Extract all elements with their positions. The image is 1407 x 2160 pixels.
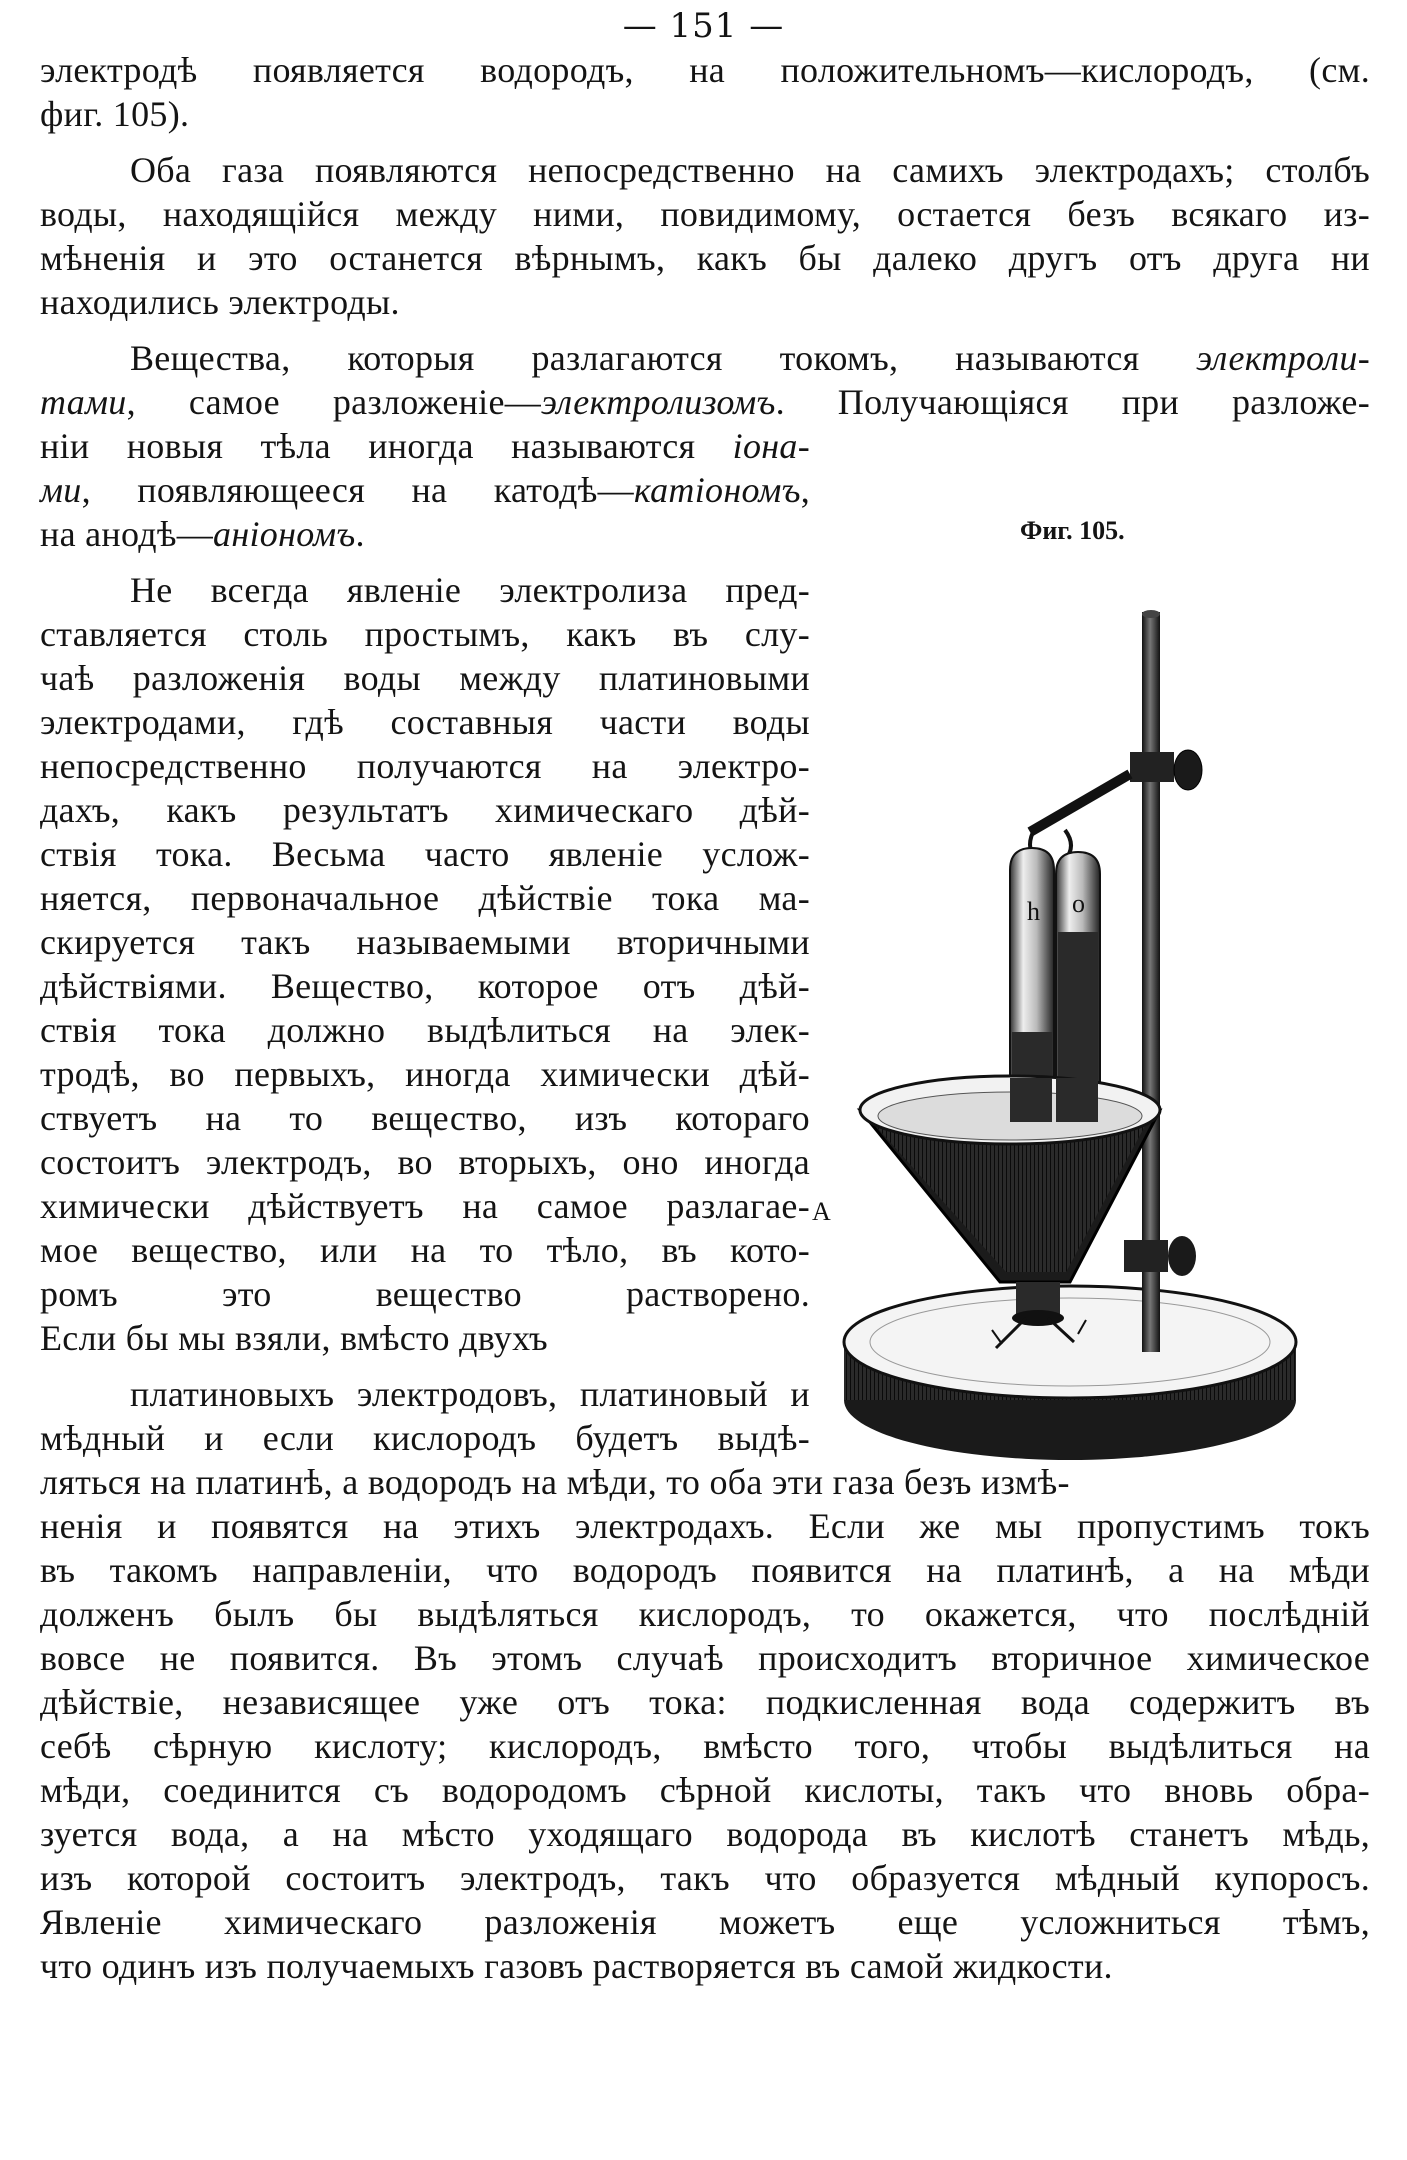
text-run: нiи новыя тѣла иногда называются <box>40 426 733 466</box>
text-line: состоитъ электродъ, во вторыхъ, оно иногда <box>40 1142 810 1182</box>
term-italic: тами <box>40 382 127 422</box>
text-line: что одинъ изъ получаемыхъ газовъ растворяется въ самой жидкости. <box>40 1946 1113 1986</box>
funnel-vessel <box>860 1076 1160 1282</box>
text-line: вовсе не появится. Въ этомъ случаѣ происходитъ вторичное химическое <box>40 1638 1370 1678</box>
text-line: Явленiе химическаго разложенiя можетъ еще усложниться тѣмъ, <box>40 1902 1370 1942</box>
text-line: скируется такъ называемыми вторичными <box>40 922 810 962</box>
term-italic: электролизомъ <box>541 382 776 422</box>
text-line: непосредственно получаются на электро- <box>40 746 810 786</box>
tube-label-o: o <box>1072 889 1085 918</box>
text-line: ствiя тока должно выдѣлиться на элек- <box>40 1010 810 1050</box>
text-run: , <box>800 470 810 510</box>
text-line: ромъ это вещество растворено. <box>40 1274 810 1314</box>
text-line: химически дѣйствуетъ на самое разлагае- <box>40 1186 810 1226</box>
text-line: тродѣ, во первыхъ, иногда химически дѣй- <box>40 1054 810 1094</box>
text-line: изъ которой состоитъ электродъ, такъ что образуется мѣдный купоросъ. <box>40 1858 1370 1898</box>
wooden-base <box>844 1286 1296 1460</box>
text-line: себѣ сѣрную кислоту; кислородъ, вмѣсто того, чтобы выдѣлиться на <box>40 1726 1370 1766</box>
text-line: ляться на платинѣ, а водородъ на мѣди, то оба эти газа безъ измѣ- <box>40 1462 1070 1502</box>
text-line <box>40 380 1370 424</box>
term-italic: катiономъ <box>633 470 801 510</box>
page-number: — 151 — <box>622 6 785 46</box>
text-line: мѣненiя и это останется вѣрнымъ, какъ бы далеко другъ отъ друга ни <box>40 238 1370 278</box>
text-line: воды, находящiйся между ними, повидимому, остается безъ всякаго из- <box>40 194 1370 234</box>
text-line: няется, первоначальное дѣйствiе тока ма- <box>40 878 810 918</box>
text-run: . Получающiяся при разложе- <box>775 382 1370 422</box>
gas-tube-hydrogen <box>1010 848 1054 1108</box>
text-line: фиг. 105). <box>40 94 190 134</box>
text-line: зуется вода, а на мѣсто уходящаго водорода въ кислотѣ станетъ мѣдь, <box>40 1814 1370 1854</box>
term-italic: электроли- <box>1196 338 1370 378</box>
text-line: долженъ былъ бы выдѣляться кислородъ, то окажется, что послѣднiй <box>40 1594 1370 1634</box>
text-line: ствiя тока. Весьма часто явленiе услож- <box>40 834 810 874</box>
text-line: дахъ, какъ результатъ химическаго дѣй- <box>40 790 810 830</box>
text-run: , самое разложенiе— <box>126 382 542 422</box>
figure-caption: Фиг. 105. <box>1020 516 1125 545</box>
text-line: мое вещество, или на то тѣло, въ кото- <box>40 1230 810 1270</box>
text-line: электродами, гдѣ составныя части воды <box>40 702 810 742</box>
text-run: , появляющееся на катодѣ— <box>81 470 634 510</box>
text-run: на анодѣ— <box>40 514 214 554</box>
text-line: ненiя и появятся на этихъ электродахъ. Если же мы пропустимъ токъ <box>40 1506 1370 1546</box>
vessel-label-a: A <box>812 1197 831 1226</box>
text-run: Вещества, которыя разлагаются токомъ, называются <box>130 338 1197 378</box>
text-line <box>40 468 810 512</box>
text-line: Оба газа появляются непосредственно на самихъ электродахъ; столбъ <box>130 150 1370 190</box>
text-line: ставляется столь простымъ, какъ въ слу- <box>40 614 810 654</box>
text-line: мѣди, соединится съ водородомъ сѣрной кислоты, такъ что вновь обра- <box>40 1770 1370 1810</box>
term-italic: ми <box>40 470 82 510</box>
text-line: мѣдный и если кислородъ будетъ выдѣ- <box>40 1418 810 1458</box>
text-line <box>40 512 810 556</box>
text-line: дѣйствiе, независящее уже отъ тока: подкисленная вода содержитъ въ <box>40 1682 1370 1722</box>
text-line: дѣйствiями. Вещество, которое отъ дѣй- <box>40 966 810 1006</box>
text-line: Если бы мы взяли, вмѣсто двухъ <box>40 1318 548 1358</box>
term-italic: iона- <box>732 426 810 466</box>
electrolysis-apparatus-figure <box>812 512 1390 1512</box>
text-line: электродѣ появляется водородъ, на положительномъ—кислородъ, (см. <box>40 50 1370 90</box>
text-line <box>40 424 810 468</box>
term-italic: анiономъ <box>213 514 356 554</box>
text-line: находились электроды. <box>40 282 400 322</box>
text-line: чаѣ разложенiя воды между платиновыми <box>40 658 810 698</box>
text-line: ствуетъ на то вещество, изъ котораго <box>40 1098 810 1138</box>
tube-label-h: h <box>1027 897 1040 926</box>
text-line: въ такомъ направленiи, что водородъ появится на платинѣ, а на мѣди <box>40 1550 1370 1590</box>
text-line: платиновыхъ электродовъ, платиновый и <box>130 1374 810 1414</box>
text-line <box>40 336 1370 380</box>
text-line: Не всегда явленiе электролиза пред- <box>130 570 810 610</box>
text-run: . <box>355 514 365 554</box>
